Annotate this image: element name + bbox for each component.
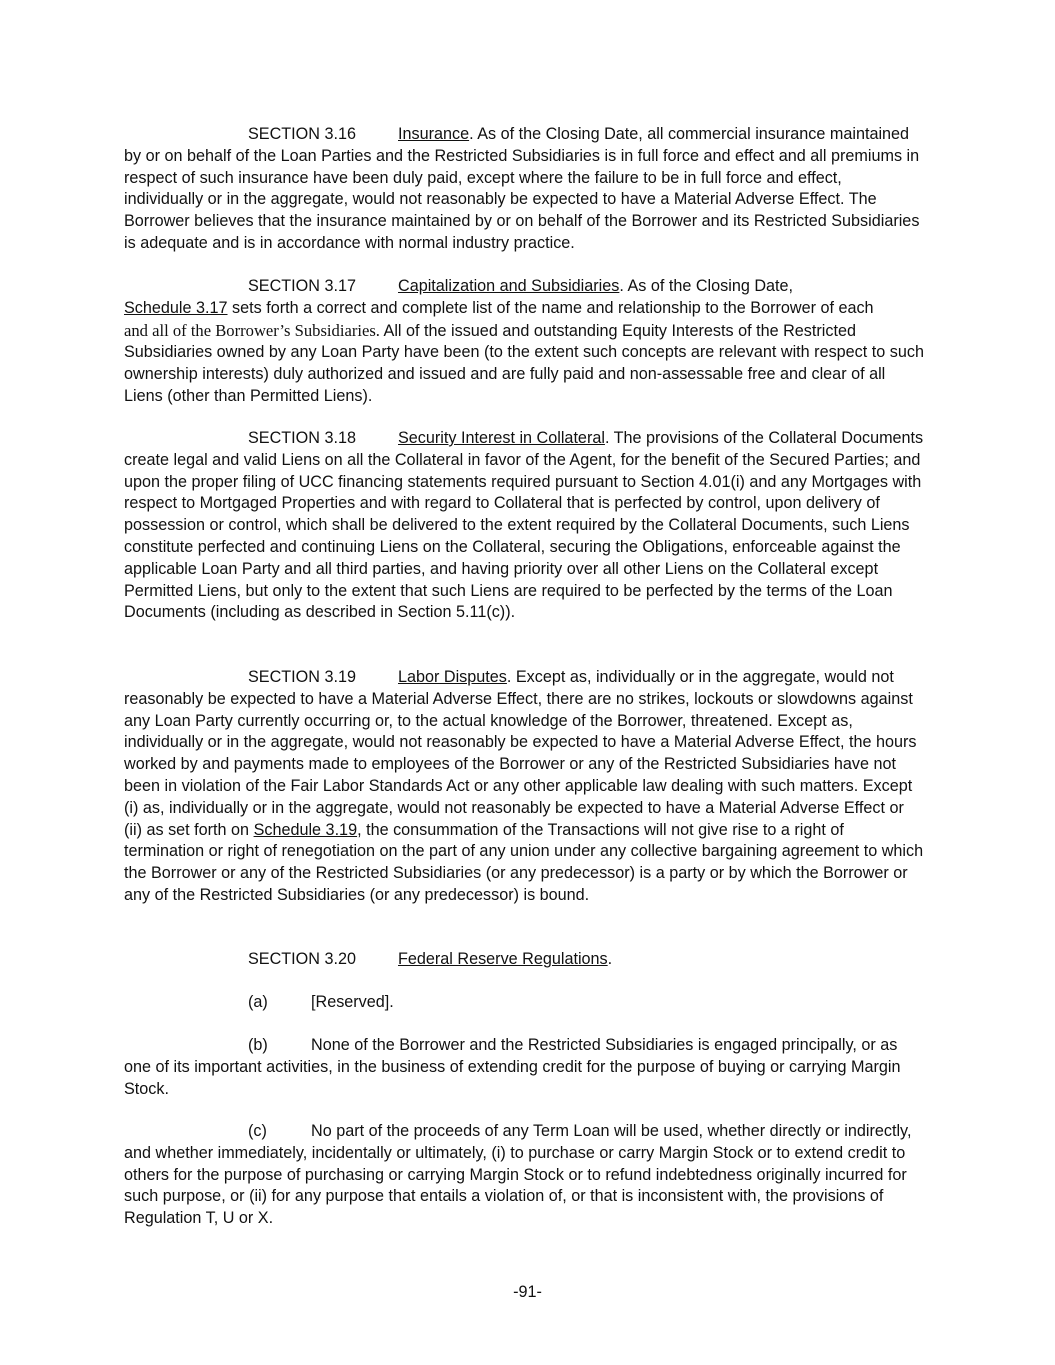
clause-text: None of the Borrower and the Restricted Subsidiaries is engaged principally, or as one of its important activities, in the business of extending credit for the purpose of buying or carrying Margin Stock. xyxy=(124,1036,901,1098)
section-label: SECTION 3.18 xyxy=(248,429,356,447)
section-title: Labor Disputes xyxy=(398,668,507,686)
section-body-serif: and all of the Borrower’s Subsidiaries. xyxy=(124,320,380,340)
section-3-18 xyxy=(124,428,924,624)
schedule-reference: Schedule 3.17 xyxy=(124,298,228,317)
clause-b xyxy=(124,1035,924,1100)
page-number: -91- xyxy=(513,1283,542,1301)
clause-text: No part of the proceeds of any Term Loan will be used, whether directly or indirectly, and whether immediately, incidentally or ultimately, (i) to purchase or carry Margin Stock or to extend credit to others for the purpose of purchasing or carrying Margin Stock or to refund indebtedness originally incurred for such purpose, or (ii) for any purpose that entails a violation of, or that is inconsistent with, the provisions of Regulation T, U or X. xyxy=(124,1122,912,1228)
section-body: All of the issued and outstanding Equity Interests of the Restricted Subsidiaries owned by any Loan Party have been (to the extent such concepts are relevant with respect to such ownership interests) duly authorized and issued and are fully paid and non-assessable free and clear of all Liens (other than Permitted Liens). xyxy=(124,321,924,405)
section-title: Capitalization and Subsidiaries xyxy=(398,277,620,295)
section-label: SECTION 3.19 xyxy=(248,668,356,686)
clause-label: (a) xyxy=(248,993,268,1011)
section-body: sets forth a correct and complete list of the name and relationship to the Borrower of each xyxy=(227,298,874,317)
section-3-19 xyxy=(124,667,924,907)
section-3-20-heading xyxy=(124,949,924,971)
section-title: Security Interest in Collateral xyxy=(398,429,605,447)
section-3-16 xyxy=(124,124,924,255)
section-label: SECTION 3.16 xyxy=(248,125,356,143)
schedule-reference: Schedule 3.19 xyxy=(253,820,358,839)
clause-c xyxy=(124,1121,924,1230)
section-body: , the consummation of the Transactions will not give rise to a right of termination or right of renegotiation on the part of any union under any collective bargaining agreement to which the Borrower or any of the Restricted Subsidiaries (or any predecessor) is a party or by which the Borrower or any of the Restricted Subsidiaries (or any predecessor) is bound. xyxy=(124,820,924,904)
section-body: . Except as, individually or in the aggregate, would not reasonably be expected to have a Material Adverse Effect, there are no strikes, lockouts or slowdowns against any Loan Party currently occurring or, to the actual knowledge of the Borrower, threatened. Except as, individually or in the aggregate, would not reasonably be expected to have a Material Adverse Effect, the hours worked by and payments made to employees of the Borrower or any of the Restricted Subsidiaries have not been in violation of the Fair Labor Standards Act or any other applicable law dealing with such matters. Except (i) as, individually or in the aggregate, would not reasonably be expected to have a Material Adverse Effect or (ii) as set forth on xyxy=(124,668,917,839)
section-title-period: . xyxy=(607,950,613,968)
clause-a xyxy=(124,992,924,1014)
section-title: Federal Reserve Regulations xyxy=(398,950,608,968)
clause-label: (c) xyxy=(248,1122,267,1140)
section-label: SECTION 3.17 xyxy=(248,277,356,295)
section-title: Insurance xyxy=(398,125,470,143)
section-label: SECTION 3.20 xyxy=(248,950,356,968)
section-body: . As of the Closing Date, all commercial insurance maintained by or on behalf of the Loan Parties and the Restricted Subsidiaries is in full force and effect and all premiums in respect of such insurance have been duly paid, except where the failure to be in full force and effect, individually or in the aggregate, would not reasonably be expected to have a Material Adverse Effect. The Borrower believes that the insurance maintained by or on behalf of the Borrower and its Restricted Subsidiaries is adequate and is in accordance with normal industry practice. xyxy=(124,125,920,252)
section-intro: . As of the Closing Date, xyxy=(619,277,794,295)
clause-label: (b) xyxy=(248,1036,268,1054)
section-3-17 xyxy=(124,276,924,408)
clause-text: [Reserved]. xyxy=(311,993,394,1011)
section-body: . The provisions of the Collateral Documents create legal and valid Liens on all the Collateral in favor of the Agent, for the benefit of the Secured Parties; and upon the proper filing of UCC financing statements required pursuant to Section 4.01(i) and any Mortgages with respect to Mortgaged Properties and with regard to Collateral that is perfected by control, upon delivery of possession or control, which shall be delivered to the extent required by the Collateral Documents, such Liens constitute perfected and continuing Liens on the Collateral, securing the Obligations, enforceable against the applicable Loan Party and all third parties, and having priority over all other Liens on the Collateral except Permitted Liens, but only to the extent that such Liens are required to be perfected by the terms of the Loan Documents (including as described in Section 5.11(c)). xyxy=(124,429,924,622)
